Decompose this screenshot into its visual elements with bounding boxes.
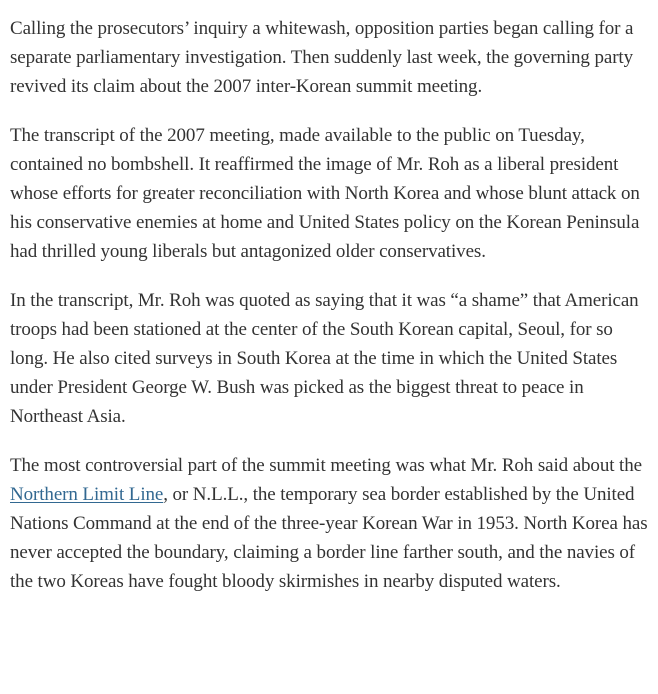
paragraph-4-text-before-link: The most controversial part of the summit meeting was what Mr. Roh said about the	[10, 455, 642, 476]
paragraph-1: Calling the prosecutors’ inquiry a whitewash, opposition parties began calling for a separate parliamentary investigation. Then suddenly last week, the governing party revived its claim about the 2007 inter-Korean summit meeting.	[10, 18, 634, 97]
paragraph-4	[10, 451, 650, 596]
paragraph-3: In the transcript, Mr. Roh was quoted as saying that it was “a shame” that American troops had been stationed at the center of the South Korean capital, Seoul, for so long. He also cited surveys in South Korea at the time in which the United States under President George W. Bush was picked as the biggest threat to peace in Northeast Asia.	[10, 290, 639, 427]
northern-limit-line-link[interactable]: Northern Limit Line	[10, 484, 164, 505]
paragraph-2: The transcript of the 2007 meeting, made available to the public on Tuesday, contained no bombshell. It reaffirmed the image of Mr. Roh as a liberal president whose efforts for greater reconciliation with North Korea and whose blunt attack on his conservative enemies at home and United States policy on the Korean Peninsula had thrilled young liberals but antagonized older conservatives.	[10, 125, 640, 262]
article-body	[10, 14, 650, 616]
paragraph-4-text-after-link: , or N.L.L., the temporary sea border established by the United Nations Command at the end of the three-year Korean War in 1953. North Korea has never accepted the boundary, claiming a border line farther south, and the navies of the two Koreas have fought bloody skirmishes in nearby disputed waters.	[10, 484, 648, 592]
